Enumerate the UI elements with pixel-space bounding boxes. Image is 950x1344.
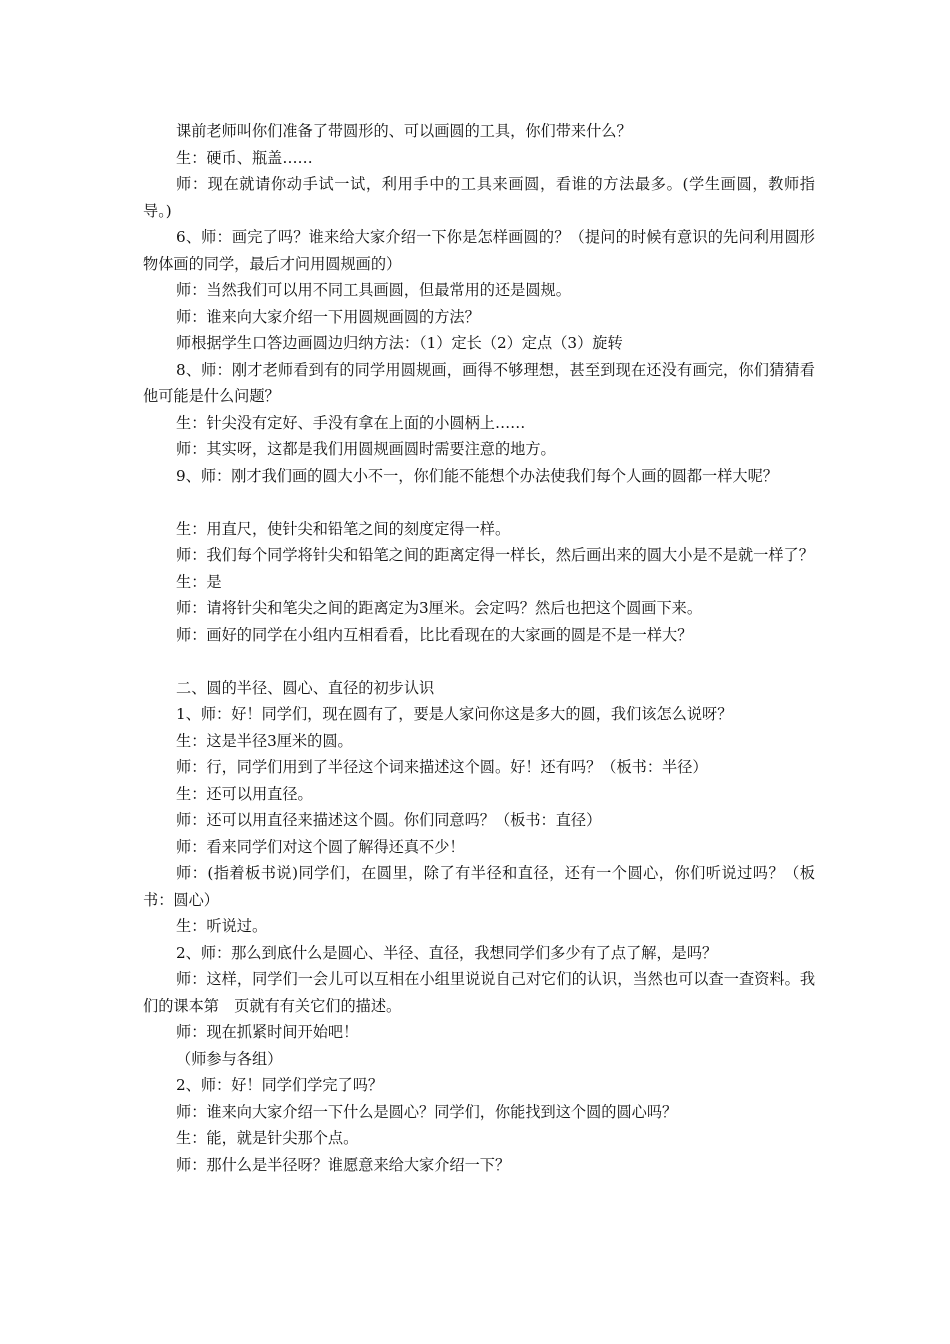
paragraph: 师：现在就请你动手试一试，利用手中的工具来画圆，看谁的方法最多。(学生画圆，教师指导。) — [143, 175, 815, 220]
paragraph: 生：是 — [176, 572, 222, 591]
paragraph: 师：其实呀，这都是我们用圆规画圆时需要注意的地方。 — [176, 440, 556, 458]
paragraph: 师：行，同学们用到了半径这个词来描述这个圆。好！还有吗？（板书：半径） — [176, 758, 708, 776]
paragraph: 师根据学生口答边画圆边归纳方法：（1）定长（2）定点（3）旋转 — [176, 334, 623, 352]
paragraph: 师：还可以用直径来描述这个圆。你们同意吗？（板书：直径） — [176, 811, 602, 829]
section-heading: 二、圆的半径、圆心、直径的初步认识 — [176, 678, 435, 697]
paragraph: 师：现在抓紧时间开始吧！ — [176, 1023, 359, 1041]
paragraph: 2、师：好！同学们学完了吗？ — [176, 1076, 384, 1094]
paragraph: 师：看来同学们对这个圆了解得还真不少！ — [176, 837, 465, 856]
paragraph: 2、师：那么到底什么是圆心、半径、直径，我想同学们多少有了点了解，是吗？ — [176, 943, 718, 962]
paragraph: 师：谁来向大家介绍一下用圆规画圆的方法？ — [176, 307, 480, 326]
paragraph: 生：针尖没有定好、手没有拿在上面的小圆柄上…… — [176, 413, 526, 432]
paragraph: 1、师：好！同学们，现在圆有了，要是人家问你这是多大的圆，我们该怎么说呀？ — [176, 705, 733, 723]
paragraph: 师：画好的同学在小组内互相看看，比比看现在的大家画的圆是不是一样大？ — [176, 625, 693, 644]
document-body — [143, 118, 815, 1178]
paragraph: 6、师：画完了吗？谁来给大家介绍一下你是怎样画圆的？（提问的时候有意识的先问利用圆形物体画的同学，最后才问用圆规画的） — [143, 228, 815, 273]
paragraph: （师参与各组） — [176, 1049, 283, 1068]
paragraph: 9、师：刚才我们画的圆大小不一，你们能不能想个办法使我们每个人画的圆都一样大呢？ — [176, 466, 778, 485]
paragraph: 师：我们每个同学将针尖和铅笔之间的距离定得一样长，然后画出来的圆大小是不是就一样了？ — [176, 546, 814, 564]
paragraph: 师：这样，同学们一会儿可以互相在小组里说说自己对它们的认识，当然也可以查一查资料。我们的课本第 页就有有关它们的描述。 — [143, 970, 815, 1015]
paragraph: 师：请将针尖和笔尖之间的距离定为3厘米。会定吗？然后也把这个圆画下来。 — [176, 599, 703, 617]
paragraph: 师：那什么是半径呀？谁愿意来给大家介绍一下？ — [176, 1155, 511, 1174]
paragraph: 师：当然我们可以用不同工具画圆，但最常用的还是圆规。 — [176, 281, 571, 299]
paragraph: 生：能，就是针尖那个点。 — [176, 1129, 359, 1147]
paragraph: 师：谁来向大家介绍一下什么是圆心？同学们，你能找到这个圆的圆心吗？ — [176, 1102, 678, 1121]
paragraph: 师：(指着板书说)同学们，在圆里，除了有半径和直径，还有一个圆心，你们听说过吗？（板书：圆心） — [143, 864, 815, 909]
paragraph: 生：硬币、瓶盖…… — [176, 148, 313, 167]
paragraph: 8、师：刚才老师看到有的同学用圆规画，画得不够理想，甚至到现在还没有画完，你们猜猜看他可能是什么问题？ — [143, 360, 815, 405]
paragraph: 生：这是半径3厘米的圆。 — [176, 731, 353, 750]
paragraph: 生：听说过。 — [176, 917, 268, 935]
blank-line — [143, 489, 815, 516]
paragraph: 课前老师叫你们准备了带圆形的、可以画圆的工具，你们带来什么？ — [176, 122, 632, 140]
blank-line — [143, 648, 815, 675]
paragraph: 生：用直尺，使针尖和铅笔之间的刻度定得一样。 — [176, 519, 511, 538]
paragraph: 生：还可以用直径。 — [176, 784, 313, 803]
